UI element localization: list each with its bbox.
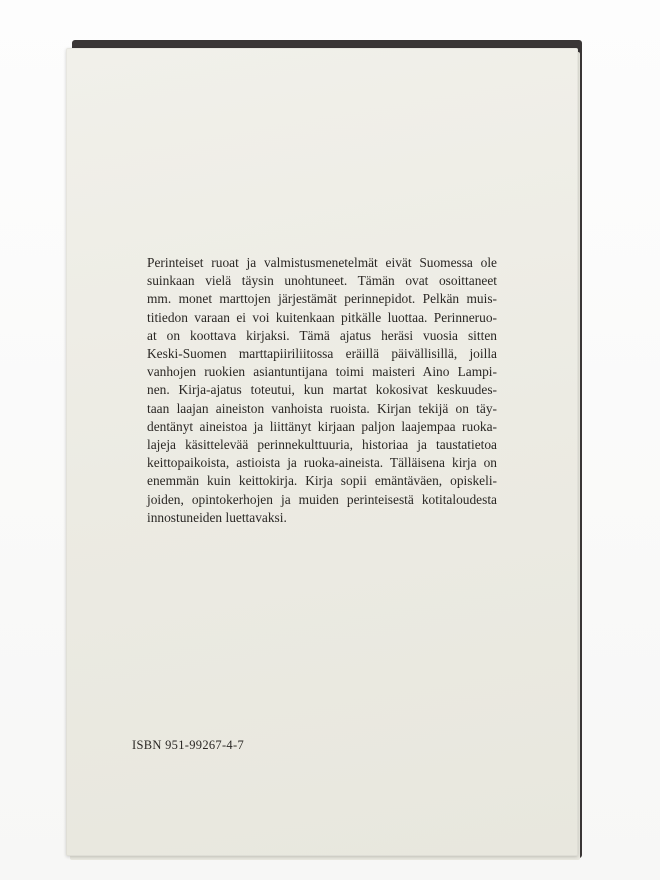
isbn-number: ISBN 951-99267-4-7 <box>132 738 244 752</box>
blurb-line: lajeja käsittelevää perinnekulttuuria, historiaa ja taustatietoa <box>147 437 497 453</box>
blurb-line: keittopaikoista, astioista ja ruoka-aineista. Tälläisena kirja on <box>147 455 497 471</box>
blurb-line: Perinteiset ruoat ja valmistusmenetelmät eivät Suomessa ole <box>147 255 497 270</box>
blurb-line: mm. monet marttojen järjestämät perinnepidot. Pelkän muis- <box>147 291 497 307</box>
blurb-line: joiden, opintokerhojen ja muiden perinteisestä kotitaloudesta <box>147 491 497 507</box>
blurb-line: at on koottava kirjaksi. Tämä ajatus heräsi vuosia sitten <box>147 327 497 343</box>
blurb-line: dentänyt aineistoa ja liittänyt kirjaan paljon laajempaa ruoka- <box>147 418 497 434</box>
blurb-line: nen. Kirja-ajatus toteutui, kun martat kokosivat keskuudes- <box>147 382 497 398</box>
blurb-line: Keski-Suomen marttapiiriliitossa eräillä päivällisillä, joilla <box>147 346 497 362</box>
cover-blurb <box>147 254 497 527</box>
blurb-line: taan laajan aineiston vanhoista ruoista. Kirjan tekijä on täy- <box>147 400 497 416</box>
blurb-line: vanhojen ruokien asiantuntijana toimi maisteri Aino Lampi- <box>147 364 497 380</box>
book-back-cover <box>66 48 578 856</box>
blurb-line: enemmän kuin keittokirja. Kirja sopii emäntäväen, opiskeli- <box>147 473 497 489</box>
blurb-line: suinkaan vielä täysin unohtuneet. Tämän ovat osoittaneet <box>147 273 497 289</box>
blurb-line: titiedon varaan ei voi kuitenkaan pitkälle luottaa. Perinneruo- <box>147 309 497 325</box>
blurb-line: innostuneiden luettavaksi. <box>147 509 287 525</box>
